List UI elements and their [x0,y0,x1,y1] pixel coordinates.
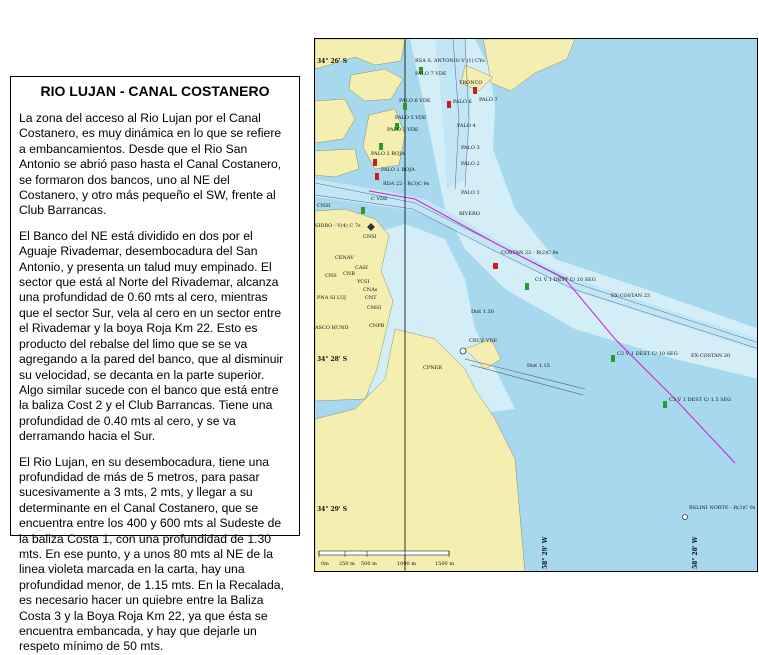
label-palo1: PALO 1 [461,190,480,196]
label-cruzvde: CRUZ VDE [469,338,498,344]
green-mark-palo3 [379,143,383,150]
label-cmsi: CMSI [367,305,382,311]
cruz-vde-marker [460,348,466,354]
label-c1v: C1 V 1 DEST C/ 10 SEG [535,277,596,283]
label-excostan23: EX-COSTAN 23 [611,293,651,299]
scale-tick-1000: 1000 m [397,561,417,567]
green-mark-palo6 [403,103,407,110]
label-tronco: TRONCO [459,80,483,86]
red-mark-palo2 [373,159,377,166]
label-excostan20: EX-COSTAN 20 [691,353,731,359]
label-cnt: CNT [365,295,377,301]
long-label-29: 58° 29' W [542,536,549,569]
label-dist130: Dist 1.30 [471,309,494,315]
paragraph-intro: La zona del acceso al Rio Lujan por el Canal Costanero, es muy dinámica en lo que se refiere a embancamientos. Desde que el Rio San Antonio se abrió paso hasta el Canal Costanero, se formaron dos bancos, uno al NE del Costanero, y otro más pequeño el SW, frente al Club Barrancas. [19,111,282,218]
label-cnsi: CNSI [317,203,331,209]
label-palo3: PALO 3 [461,145,480,151]
label-palo4: PALO 4 [457,123,476,129]
label-palo7vde: PALO 7 VDE [415,71,447,77]
bslini-marker [683,515,688,520]
long-label-28: 58° 28' W [692,536,699,569]
label-rsa: RSA S. ANTONIO V (1) CYs [415,58,485,64]
red-mark-palo7 [473,87,477,94]
label-palo1roja: PALO 1 ROJA [381,167,415,173]
label-c3v: C3 V 1 DEST C/ 1.5 SEG [669,397,732,403]
label-palo6: PALO 6 [453,99,472,105]
scale-tick-500: 500 m [361,561,377,567]
label-cnpb: CNPB [369,323,385,329]
label-cvde: C VDE [371,196,388,202]
green-mark-c2 [611,355,615,362]
label-palo6vde: PALO 6 VDE [399,98,431,104]
panel-title: RIO LUJAN - CANAL COSTANERO [40,83,270,99]
label-palo2: PALO 2 [461,161,480,167]
green-mark-c3 [663,401,667,408]
green-mark-c1 [525,283,529,290]
label-costan22: COSTAN 22 - R(2)C 9s [501,250,559,256]
label-rda: RDA 22 - R(3)C 9s [383,181,430,187]
label-cpner: CPNER [423,365,442,371]
lat-label-28: 34° 28' S [317,356,348,363]
label-sidro: SIDRO - V(4) C 7s [315,223,361,229]
paragraph-rio-lujan: El Rio Lujan, en su desembocadura, tiene una profundidad de más de 5 metros, para pasar sucesivamente a 3 mts, 2 mts, y llegar a su determinante en el Canal Costanero, que se encuentra entre los 400 y 600 mts al Sudeste de la baliza Costa 1, con una profundidad de 1.30 mts. En ese punto, y a unos 80 mts al NE de la linea violeta marcada en la carta, hay una profundidad menor, de 1.15 mts. En la Recalada, es necesario hacer un quiebre entre la Baliza Costa 3 y la Boya Roja Km 22, ya que ésta se encuentra embancada, y hay que dejarle un respeto mínimo de 50 mts. [19,454,284,654]
lat-label-26: 34° 26' S [317,58,348,65]
label-pna: PNA SI LUJ [317,295,347,301]
nautical-chart[interactable] [314,38,758,572]
label-c2v: C2 V 1 DEST C/ 10 SEG [617,351,678,357]
label-palo2roja: PALO 2 ROJA [371,151,405,157]
label-cnsi2: CNSI [363,234,377,240]
label-palo5vde: PALO 5 VDE [395,115,427,121]
label-palo7: PALO 7 [479,97,498,103]
info-panel [10,76,300,654]
label-bslini: BSLINI NORTE - R(3)C 9s [689,505,756,511]
label-asco: ASCO HUND [315,325,349,331]
label-palo3vde: PALO 3 VDE [387,127,419,133]
red-mark-costan22 [493,263,498,269]
label-rivero: RIVERO [459,211,480,217]
scale-tick-0: 0m [321,561,329,567]
red-mark-palo1 [375,173,379,180]
label-ycsi: YCSI [357,279,370,285]
paragraph-banco-ne: El Banco del NE está dividido en dos por el Aguaje Rivademar, desembocadura del San Antonio, y presenta un talud muy empinado. El sector que está al Norte del Rivademar, alcanza una profundidad de 0.60 mts al cero, mientras que el sector Sur, vela al cero en un sector entre el Rivademar y la boya Roja Km 22. Esto es producto del rebalse del limo que se se va agregando a la pared del banco, que al disminuir su velocidad, se decanta en la parte superior. Algo similar sucede con el banco que está entre la baliza Cost 2 y el Club Barrancas. Tiene una profundidad de 0.40 mts al cero, y se va derramando hacia el Sur. [19,228,284,444]
label-cnb: CNB [343,271,355,277]
scale-tick-250: 250 m [339,561,355,567]
scale-tick-1500: 1500 m [435,561,455,567]
label-cenav: CENAV [335,255,354,261]
label-casi: CASI [355,265,368,271]
lat-label-29: 34° 29' S [317,506,348,513]
label-cns: CNS [325,273,337,279]
red-mark-palo6 [447,101,451,108]
label-dist115: Dist 1.15 [527,363,550,369]
label-cnas: CNAs [363,287,378,293]
green-mark-cnsi [361,207,365,214]
